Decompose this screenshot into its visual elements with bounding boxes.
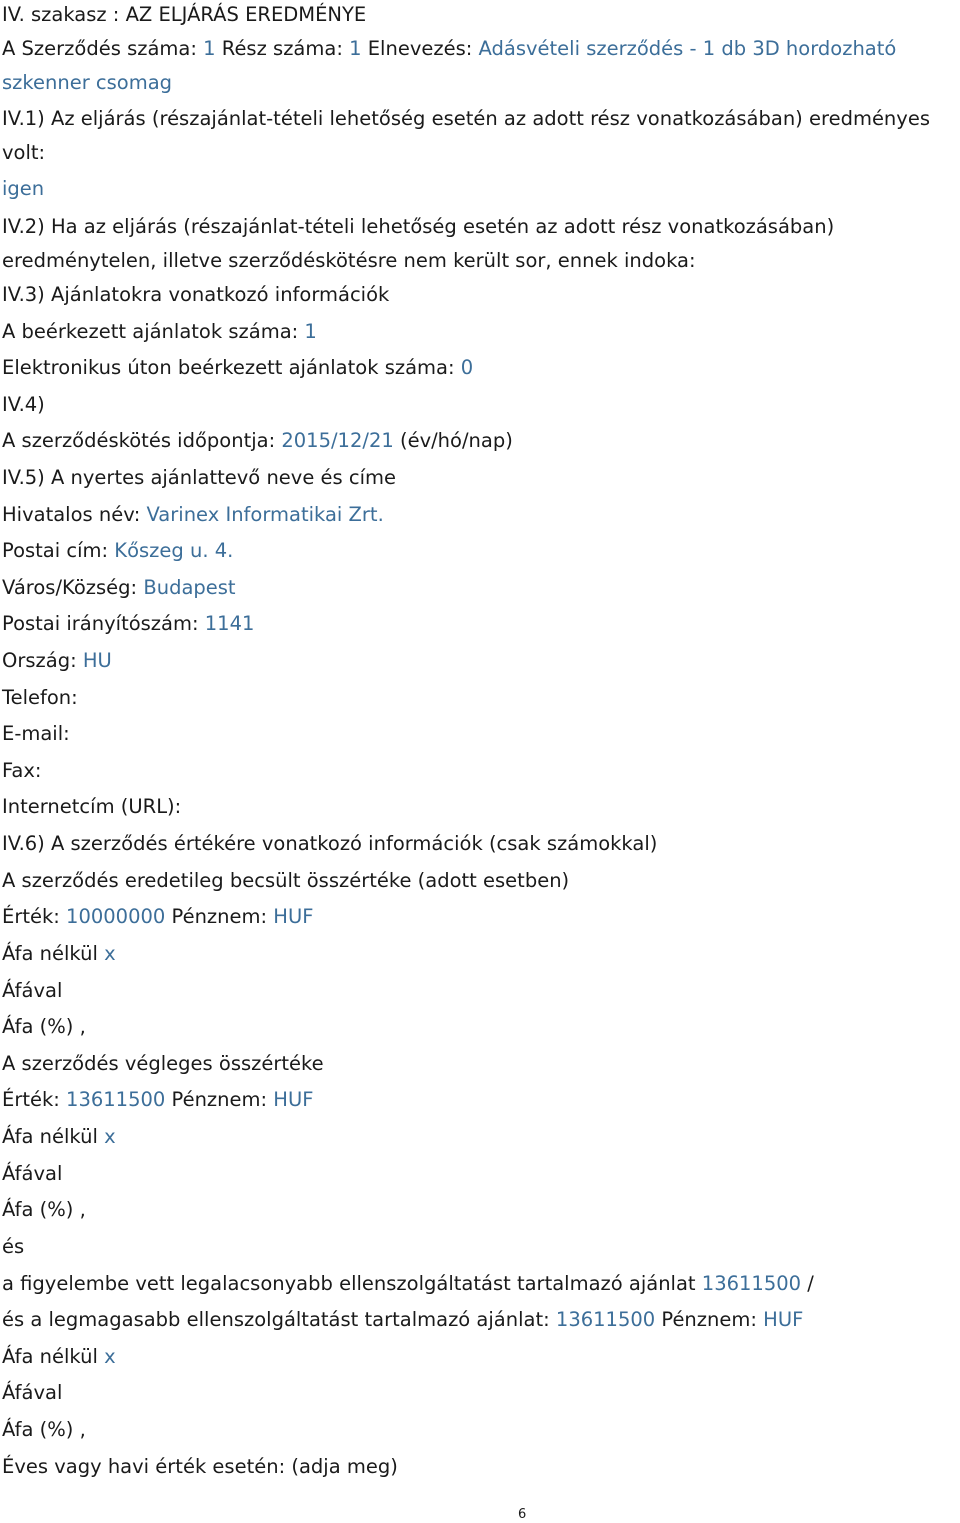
lowest-offer-row bbox=[2, 1271, 814, 1297]
iv2-text: IV.2) Ha az eljárás (részajánlat-tételi lehetőség esetén az adott rész vonatkozásában) eredménytelen, illetve szerződéskötésre nem került sor, ennek indoka: bbox=[2, 215, 835, 272]
no-vat-mark: x bbox=[104, 1345, 116, 1368]
received-offers-row bbox=[2, 319, 317, 345]
vat-percent-label: Áfa (%) , bbox=[2, 1418, 86, 1441]
url-row bbox=[2, 794, 181, 820]
iv1-answer: igen bbox=[2, 177, 45, 200]
and-row bbox=[2, 1234, 24, 1260]
fax-row bbox=[2, 758, 42, 784]
estimated-currency-label: Pénznem: bbox=[171, 905, 268, 928]
estimated-value-label: Érték: bbox=[2, 905, 60, 928]
final-value: 13611500 bbox=[66, 1088, 166, 1111]
estimated-currency: HUF bbox=[273, 905, 314, 928]
highest-offer-value: 13611500 bbox=[555, 1308, 656, 1331]
page-number: 6 bbox=[518, 1507, 527, 1522]
estimated-value-row bbox=[2, 904, 313, 930]
slash-separator: / bbox=[807, 1272, 814, 1295]
postal-address-row bbox=[2, 538, 233, 564]
official-name-label: Hivatalos név: bbox=[2, 503, 141, 526]
official-name-row bbox=[2, 502, 384, 528]
zip-value: 1141 bbox=[204, 612, 255, 635]
contract-number: 1 bbox=[203, 37, 216, 60]
highest-currency: HUF bbox=[763, 1308, 804, 1331]
postal-address-label: Postai cím: bbox=[2, 539, 109, 562]
no-vat-mark: x bbox=[104, 942, 116, 965]
contract-name-label: Elnevezés: bbox=[367, 37, 473, 60]
with-vat-label: Áfával bbox=[2, 1162, 63, 1185]
no-vat-label: Áfa nélkül bbox=[2, 1345, 98, 1368]
range-no-vat-row bbox=[2, 1344, 116, 1370]
with-vat-label: Áfával bbox=[2, 1381, 63, 1404]
city-value: Budapest bbox=[143, 576, 236, 599]
no-vat-label: Áfa nélkül bbox=[2, 942, 98, 965]
lowest-offer-label: a figyelembe vett legalacsonyabb ellenszolgáltatást tartalmazó ajánlat bbox=[2, 1272, 696, 1295]
postal-address-value: Kőszeg u. 4. bbox=[114, 539, 234, 562]
contract-number-label: A Szerződés száma: bbox=[2, 37, 197, 60]
final-currency: HUF bbox=[273, 1088, 314, 1111]
final-value-row bbox=[2, 1087, 313, 1113]
url-label: Internetcím (URL): bbox=[2, 795, 182, 818]
country-value: HU bbox=[82, 649, 112, 672]
received-offers-value: 1 bbox=[304, 320, 317, 343]
contract-date-value: 2015/12/21 bbox=[281, 429, 394, 452]
iv6-heading: IV.6) A szerződés értékére vonatkozó információk (csak számokkal) bbox=[2, 832, 658, 855]
no-vat-label: Áfa nélkül bbox=[2, 1125, 98, 1148]
zip-label: Postai irányítószám: bbox=[2, 612, 199, 635]
no-vat-mark: x bbox=[104, 1125, 116, 1148]
highest-currency-label: Pénznem: bbox=[661, 1308, 757, 1331]
electronic-offers-row bbox=[2, 355, 473, 381]
country-label: Ország: bbox=[2, 649, 77, 672]
phone-label: Telefon: bbox=[2, 686, 78, 709]
received-offers-label: A beérkezett ajánlatok száma: bbox=[2, 320, 299, 343]
iv3-heading: IV.3) Ajánlatokra vonatkozó információk bbox=[2, 283, 390, 306]
final-no-vat-row bbox=[2, 1124, 116, 1150]
city-row bbox=[2, 575, 236, 601]
final-with-vat-row bbox=[2, 1161, 62, 1187]
highest-offer-label: és a legmagasabb ellenszolgáltatást tartalmazó ajánlat: bbox=[2, 1308, 550, 1331]
range-vat-percent-row bbox=[2, 1417, 86, 1443]
final-heading: A szerződés végleges összértéke bbox=[2, 1052, 324, 1075]
estimated-with-vat-row bbox=[2, 978, 62, 1004]
section-title: IV. szakasz : AZ ELJÁRÁS EREDMÉNYE bbox=[2, 3, 367, 26]
electronic-offers-value: 0 bbox=[460, 356, 474, 379]
fax-label: Fax: bbox=[2, 759, 42, 782]
official-name-value: Varinex Informatikai Zrt. bbox=[146, 503, 384, 526]
contract-date-row bbox=[2, 428, 513, 454]
electronic-offers-label: Elektronikus úton beérkezett ajánlatok száma: bbox=[2, 356, 455, 379]
iv5-heading: IV.5) A nyertes ajánlattevő neve és címe bbox=[2, 466, 397, 489]
part-number: 1 bbox=[349, 37, 362, 60]
lowest-offer-value: 13611500 bbox=[701, 1272, 802, 1295]
final-vat-percent-row bbox=[2, 1197, 86, 1223]
and-label: és bbox=[2, 1235, 25, 1258]
country-row bbox=[2, 648, 112, 674]
with-vat-label: Áfával bbox=[2, 979, 63, 1002]
iv1-text: IV.1) Az eljárás (részajánlat-tételi lehetőség esetén az adott rész vonatkozásában) eredményes volt: bbox=[2, 107, 930, 164]
annual-value-label: Éves vagy havi érték esetén: (adja meg) bbox=[2, 1455, 398, 1478]
part-number-label: Rész száma: bbox=[221, 37, 343, 60]
highest-offer-row bbox=[2, 1307, 803, 1333]
zip-row bbox=[2, 611, 254, 637]
annual-value-row bbox=[2, 1454, 398, 1480]
range-with-vat-row bbox=[2, 1380, 62, 1406]
phone-row bbox=[2, 685, 78, 711]
estimated-vat-percent-row bbox=[2, 1014, 86, 1040]
contract-name: Adásvételi szerződés - 1 db 3D hordozható szkenner csomag bbox=[2, 37, 897, 94]
contract-date-format: (év/hó/nap) bbox=[399, 429, 513, 452]
iv4-heading: IV.4) bbox=[2, 393, 45, 416]
contract-date-label: A szerződéskötés időpontja: bbox=[2, 429, 276, 452]
estimated-value: 10000000 bbox=[66, 905, 166, 928]
contract-info bbox=[2, 32, 947, 100]
email-row bbox=[2, 721, 70, 747]
final-currency-label: Pénznem: bbox=[171, 1088, 268, 1111]
vat-percent-label: Áfa (%) , bbox=[2, 1198, 86, 1221]
estimated-no-vat-row bbox=[2, 941, 116, 967]
final-value-label: Érték: bbox=[2, 1088, 60, 1111]
city-label: Város/Község: bbox=[2, 576, 138, 599]
estimated-heading: A szerződés eredetileg becsült összértéke (adott esetben) bbox=[2, 869, 570, 892]
vat-percent-label: Áfa (%) , bbox=[2, 1015, 86, 1038]
email-label: E-mail: bbox=[2, 722, 70, 745]
